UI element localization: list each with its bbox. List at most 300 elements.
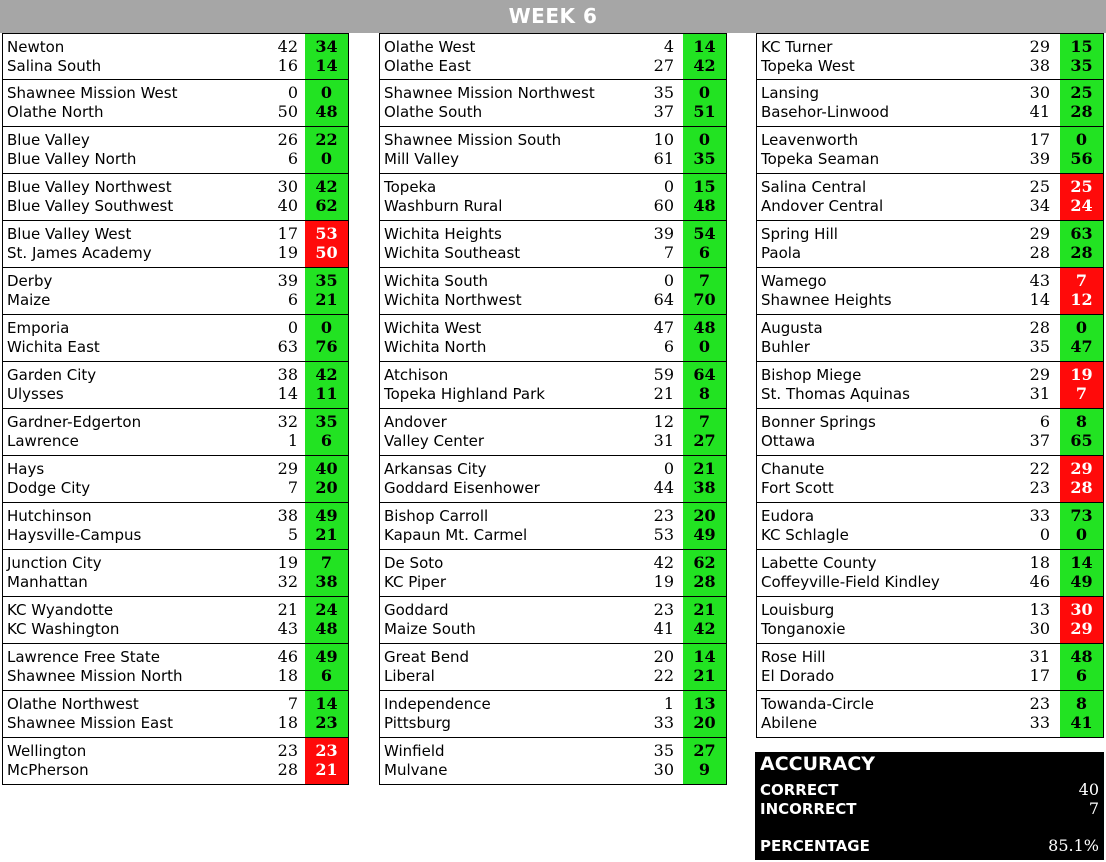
predicted-score-cell xyxy=(305,127,348,173)
final-score: 29 xyxy=(277,459,298,478)
team-name: Topeka xyxy=(384,178,437,196)
predicted-score: 28 xyxy=(693,572,716,591)
game-row xyxy=(756,268,1104,315)
team-name: Haysville-Campus xyxy=(7,526,142,544)
predicted-score: 47 xyxy=(1070,337,1093,356)
predicted-score: 21 xyxy=(693,666,716,685)
predicted-score: 29 xyxy=(1070,619,1093,638)
team-name: Rose Hill xyxy=(761,648,826,666)
final-score: 18 xyxy=(277,713,298,732)
predicted-score: 7 xyxy=(698,412,711,431)
predicted-score-cell xyxy=(683,174,726,220)
team-name: Wichita West xyxy=(384,319,482,337)
predicted-score-cell xyxy=(683,221,726,267)
predicted-score: 42 xyxy=(693,619,716,638)
team-name: Blue Valley xyxy=(7,131,90,149)
game-row xyxy=(756,315,1104,362)
team-name: Atchison xyxy=(384,366,449,384)
predicted-score: 48 xyxy=(693,318,716,337)
team-name: Mill Valley xyxy=(384,150,459,168)
game-row xyxy=(379,738,727,785)
team-name: Olathe South xyxy=(384,103,483,121)
predicted-score: 14 xyxy=(315,56,338,75)
predicted-score-cell xyxy=(305,362,348,408)
predicted-score: 7 xyxy=(320,553,333,572)
predicted-score: 25 xyxy=(1070,83,1093,102)
team-name: Pittsburg xyxy=(384,714,451,732)
final-score: 35 xyxy=(653,741,674,760)
team-name: KC Turner xyxy=(761,38,833,56)
final-score: 60 xyxy=(653,196,674,215)
team-name: Ottawa xyxy=(761,432,816,450)
predicted-score: 62 xyxy=(693,553,716,572)
final-score: 16 xyxy=(277,56,298,75)
predicted-score-cell xyxy=(305,644,348,690)
predicted-score-cell xyxy=(1060,691,1103,737)
week-title: WEEK 6 xyxy=(0,0,1106,33)
predicted-score: 14 xyxy=(693,37,716,56)
predicted-score: 38 xyxy=(315,572,338,591)
final-score: 7 xyxy=(287,694,298,713)
team-name: Blue Valley West xyxy=(7,225,132,243)
team-name: Blue Valley Southwest xyxy=(7,197,174,215)
team-name: Chanute xyxy=(761,460,825,478)
predicted-score-cell xyxy=(683,503,726,549)
team-name: Blue Valley Northwest xyxy=(7,178,172,196)
predicted-score: 8 xyxy=(1075,694,1088,713)
final-score: 61 xyxy=(653,149,674,168)
predicted-score: 20 xyxy=(693,506,716,525)
final-score: 6 xyxy=(1039,412,1050,431)
final-score: 4 xyxy=(663,37,674,56)
game-row xyxy=(2,127,349,174)
team-name: KC Washington xyxy=(7,620,120,638)
final-score: 39 xyxy=(277,271,298,290)
predicted-score: 48 xyxy=(1070,647,1093,666)
final-score: 17 xyxy=(1029,130,1050,149)
game-row xyxy=(2,503,349,550)
game-row xyxy=(756,409,1104,456)
predicted-score: 21 xyxy=(693,600,716,619)
final-score: 32 xyxy=(277,412,298,431)
games-column-2 xyxy=(379,33,727,785)
game-row xyxy=(2,80,349,127)
final-score: 41 xyxy=(1029,102,1050,121)
predicted-score: 20 xyxy=(315,478,338,497)
team-name: Andover xyxy=(384,413,447,431)
team-name: Paola xyxy=(761,244,802,262)
final-score: 30 xyxy=(277,177,298,196)
predicted-score: 51 xyxy=(693,102,716,121)
predicted-score: 0 xyxy=(698,337,711,356)
team-name: Junction City xyxy=(7,554,102,572)
game-row xyxy=(2,33,349,80)
predicted-score: 7 xyxy=(1075,384,1088,403)
team-name: Towanda-Circle xyxy=(761,695,875,713)
predicted-score-cell xyxy=(305,550,348,596)
team-name: Independence xyxy=(384,695,491,713)
predicted-score: 27 xyxy=(693,741,716,760)
predicted-score: 0 xyxy=(320,149,333,168)
game-row xyxy=(379,80,727,127)
team-name: Wichita North xyxy=(384,338,487,356)
final-score: 38 xyxy=(1029,56,1050,75)
team-name: Dodge City xyxy=(7,479,91,497)
final-score: 7 xyxy=(663,243,674,262)
final-score: 23 xyxy=(277,741,298,760)
predicted-score-cell xyxy=(305,34,348,79)
predicted-score-cell xyxy=(683,127,726,173)
team-name: Lansing xyxy=(761,84,820,102)
final-score: 46 xyxy=(1029,572,1050,591)
final-score: 10 xyxy=(653,130,674,149)
team-name: Winfield xyxy=(384,742,445,760)
game-row xyxy=(756,80,1104,127)
predicted-score: 0 xyxy=(698,83,711,102)
final-score: 6 xyxy=(287,290,298,309)
predicted-score: 35 xyxy=(693,149,716,168)
team-name: Augusta xyxy=(761,319,823,337)
team-name: Shawnee Heights xyxy=(761,291,892,309)
predicted-score-cell xyxy=(1060,409,1103,455)
team-name: Arkansas City xyxy=(384,460,487,478)
final-score: 31 xyxy=(1029,647,1050,666)
team-name: Abilene xyxy=(761,714,818,732)
final-score: 28 xyxy=(1029,243,1050,262)
game-row xyxy=(2,456,349,503)
final-score: 29 xyxy=(1029,365,1050,384)
final-score: 26 xyxy=(277,130,298,149)
predicted-score: 28 xyxy=(1070,478,1093,497)
final-score: 1 xyxy=(663,694,674,713)
team-name: Eudora xyxy=(761,507,815,525)
team-name: Goddard Eisenhower xyxy=(384,479,540,497)
incorrect-label: INCORRECT xyxy=(760,800,857,818)
game-row xyxy=(756,362,1104,409)
predicted-score: 49 xyxy=(1070,572,1093,591)
predicted-score: 50 xyxy=(315,243,338,262)
final-score: 0 xyxy=(663,459,674,478)
team-name: Shawnee Mission West xyxy=(7,84,178,102)
final-score: 0 xyxy=(287,83,298,102)
predicted-score-cell xyxy=(305,268,348,314)
team-name: Maize xyxy=(7,291,51,309)
predicted-score: 48 xyxy=(693,196,716,215)
team-name: Bishop Carroll xyxy=(384,507,489,525)
final-score: 17 xyxy=(277,224,298,243)
predicted-score: 63 xyxy=(1070,224,1093,243)
predicted-score: 14 xyxy=(315,694,338,713)
predicted-score-cell xyxy=(683,80,726,126)
predicted-score: 15 xyxy=(693,177,716,196)
predicted-score: 24 xyxy=(315,600,338,619)
predicted-score: 6 xyxy=(320,431,333,450)
percentage-value: 85.1% xyxy=(1048,836,1099,855)
final-score: 50 xyxy=(277,102,298,121)
final-score: 7 xyxy=(287,478,298,497)
final-score: 23 xyxy=(1029,694,1050,713)
predicted-score-cell xyxy=(305,691,348,737)
team-name: Hutchinson xyxy=(7,507,92,525)
predicted-score-cell xyxy=(305,174,348,220)
final-score: 5 xyxy=(287,525,298,544)
final-score: 18 xyxy=(1029,553,1050,572)
predicted-score: 7 xyxy=(1075,271,1088,290)
final-score: 12 xyxy=(653,412,674,431)
team-name: De Soto xyxy=(384,554,444,572)
predicted-score: 8 xyxy=(1075,412,1088,431)
team-name: KC Piper xyxy=(384,573,447,591)
predicted-score: 65 xyxy=(1070,431,1093,450)
predicted-score-cell xyxy=(683,597,726,643)
team-name: Topeka Highland Park xyxy=(384,385,545,403)
predicted-score: 15 xyxy=(1070,37,1093,56)
predicted-score-cell xyxy=(305,409,348,455)
predicted-score: 0 xyxy=(1075,130,1088,149)
game-row xyxy=(2,174,349,221)
predicted-score: 6 xyxy=(320,666,333,685)
final-score: 22 xyxy=(653,666,674,685)
game-row xyxy=(379,33,727,80)
accuracy-title: ACCURACY xyxy=(760,753,876,775)
final-score: 21 xyxy=(653,384,674,403)
predicted-score: 49 xyxy=(315,647,338,666)
final-score: 17 xyxy=(1029,666,1050,685)
team-name: Basehor-Linwood xyxy=(761,103,890,121)
game-row xyxy=(756,550,1104,597)
team-name: Goddard xyxy=(384,601,449,619)
team-name: Maize South xyxy=(384,620,476,638)
predicted-score: 64 xyxy=(693,365,716,384)
game-row xyxy=(2,362,349,409)
final-score: 14 xyxy=(277,384,298,403)
predicted-score-cell xyxy=(1060,34,1103,79)
final-score: 31 xyxy=(1029,384,1050,403)
games-column-3 xyxy=(756,33,1104,738)
final-score: 0 xyxy=(663,177,674,196)
game-row xyxy=(379,550,727,597)
predicted-score-cell xyxy=(683,34,726,79)
predicted-score-cell xyxy=(683,691,726,737)
final-score: 34 xyxy=(1029,196,1050,215)
team-name: Wamego xyxy=(761,272,827,290)
final-score: 29 xyxy=(1029,224,1050,243)
predicted-score: 22 xyxy=(315,130,338,149)
final-score: 23 xyxy=(1029,478,1050,497)
game-row xyxy=(379,268,727,315)
final-score: 23 xyxy=(653,506,674,525)
predicted-score: 27 xyxy=(693,431,716,450)
game-row xyxy=(379,221,727,268)
game-row xyxy=(2,644,349,691)
final-score: 59 xyxy=(653,365,674,384)
game-row xyxy=(2,221,349,268)
team-name: Wichita Northwest xyxy=(384,291,522,309)
team-name: Lawrence Free State xyxy=(7,648,160,666)
final-score: 53 xyxy=(653,525,674,544)
predicted-score: 19 xyxy=(1070,365,1093,384)
team-name: Labette County xyxy=(761,554,877,572)
team-name: St. Thomas Aquinas xyxy=(761,385,910,403)
team-name: Wichita Heights xyxy=(384,225,502,243)
final-score: 14 xyxy=(1029,290,1050,309)
accuracy-panel xyxy=(755,752,1104,860)
predicted-score-cell xyxy=(683,268,726,314)
team-name: Wichita Southeast xyxy=(384,244,521,262)
predicted-score: 56 xyxy=(1070,149,1093,168)
final-score: 30 xyxy=(1029,619,1050,638)
predicted-score: 21 xyxy=(693,459,716,478)
predicted-score: 42 xyxy=(315,365,338,384)
predicted-score-cell xyxy=(683,315,726,361)
predicted-score-cell xyxy=(683,550,726,596)
team-name: Hays xyxy=(7,460,45,478)
predicted-score-cell xyxy=(305,221,348,267)
predicted-score: 21 xyxy=(315,290,338,309)
team-name: Olathe West xyxy=(384,38,476,56)
predicted-score: 29 xyxy=(1070,459,1093,478)
game-row xyxy=(2,738,349,785)
final-score: 43 xyxy=(277,619,298,638)
team-name: Shawnee Mission South xyxy=(384,131,562,149)
game-row xyxy=(379,456,727,503)
game-row xyxy=(2,315,349,362)
predicted-score-cell xyxy=(1060,503,1103,549)
game-row xyxy=(756,597,1104,644)
predicted-score-cell xyxy=(1060,644,1103,690)
predicted-score: 62 xyxy=(315,196,338,215)
team-name: KC Schlagle xyxy=(761,526,849,544)
predicted-score: 38 xyxy=(693,478,716,497)
predicted-score-cell xyxy=(305,315,348,361)
final-score: 0 xyxy=(287,318,298,337)
team-name: Lawrence xyxy=(7,432,79,450)
final-score: 6 xyxy=(663,337,674,356)
team-name: KC Wyandotte xyxy=(7,601,114,619)
predicted-score: 24 xyxy=(1070,196,1093,215)
predicted-score: 23 xyxy=(315,741,338,760)
team-name: Newton xyxy=(7,38,65,56)
game-row xyxy=(2,597,349,644)
final-score: 28 xyxy=(1029,318,1050,337)
predicted-score-cell xyxy=(1060,174,1103,220)
predicted-score: 0 xyxy=(1075,525,1088,544)
final-score: 42 xyxy=(653,553,674,572)
percentage-label: PERCENTAGE xyxy=(760,837,870,855)
final-score: 29 xyxy=(1029,37,1050,56)
final-score: 19 xyxy=(277,243,298,262)
game-row xyxy=(379,644,727,691)
predicted-score: 49 xyxy=(693,525,716,544)
predicted-score-cell xyxy=(1060,456,1103,502)
predicted-score-cell xyxy=(305,456,348,502)
team-name: Derby xyxy=(7,272,53,290)
predicted-score: 48 xyxy=(315,619,338,638)
game-row xyxy=(379,691,727,738)
correct-label: CORRECT xyxy=(760,781,839,799)
game-row xyxy=(756,644,1104,691)
final-score: 30 xyxy=(1029,83,1050,102)
team-name: Wichita South xyxy=(384,272,489,290)
predicted-score-cell xyxy=(1060,80,1103,126)
team-name: Louisburg xyxy=(761,601,835,619)
final-score: 35 xyxy=(1029,337,1050,356)
game-row xyxy=(756,127,1104,174)
team-name: Bonner Springs xyxy=(761,413,876,431)
team-name: Shawnee Mission Northwest xyxy=(384,84,595,102)
team-name: Salina Central xyxy=(761,178,867,196)
team-name: Garden City xyxy=(7,366,97,384)
final-score: 47 xyxy=(653,318,674,337)
team-name: Mulvane xyxy=(384,761,448,779)
final-score: 21 xyxy=(277,600,298,619)
predicted-score-cell xyxy=(683,456,726,502)
predicted-score: 35 xyxy=(315,412,338,431)
predicted-score-cell xyxy=(1060,597,1103,643)
predicted-score-cell xyxy=(1060,550,1103,596)
predicted-score-cell xyxy=(683,409,726,455)
game-row xyxy=(379,362,727,409)
team-name: Fort Scott xyxy=(761,479,834,497)
predicted-score: 53 xyxy=(315,224,338,243)
final-score: 46 xyxy=(277,647,298,666)
final-score: 40 xyxy=(277,196,298,215)
final-score: 38 xyxy=(277,365,298,384)
final-score: 44 xyxy=(653,478,674,497)
predicted-score-cell xyxy=(683,738,726,784)
final-score: 32 xyxy=(277,572,298,591)
team-name: Shawnee Mission North xyxy=(7,667,183,685)
predicted-score-cell xyxy=(305,597,348,643)
predicted-score-cell xyxy=(305,503,348,549)
final-score: 1 xyxy=(287,431,298,450)
team-name: Coffeyville-Field Kindley xyxy=(761,573,940,591)
final-score: 25 xyxy=(1029,177,1050,196)
final-score: 42 xyxy=(277,37,298,56)
predicted-score: 0 xyxy=(320,83,333,102)
predicted-score: 9 xyxy=(698,760,711,779)
final-score: 39 xyxy=(1029,149,1050,168)
predicted-score: 76 xyxy=(315,337,338,356)
game-row xyxy=(2,268,349,315)
team-name: Wichita East xyxy=(7,338,100,356)
predicted-score: 42 xyxy=(315,177,338,196)
predicted-score-cell xyxy=(305,738,348,784)
predicted-score: 35 xyxy=(315,271,338,290)
team-name: Emporia xyxy=(7,319,70,337)
final-score: 13 xyxy=(1029,600,1050,619)
game-row xyxy=(2,550,349,597)
predicted-score: 7 xyxy=(698,271,711,290)
final-score: 0 xyxy=(663,271,674,290)
predicted-score: 49 xyxy=(315,506,338,525)
game-row xyxy=(756,691,1104,738)
predicted-score: 14 xyxy=(693,647,716,666)
final-score: 27 xyxy=(653,56,674,75)
final-score: 38 xyxy=(277,506,298,525)
predicted-score: 21 xyxy=(315,525,338,544)
final-score: 6 xyxy=(287,149,298,168)
predicted-score: 11 xyxy=(315,384,338,403)
final-score: 43 xyxy=(1029,271,1050,290)
final-score: 0 xyxy=(1039,525,1050,544)
predicted-score: 73 xyxy=(1070,506,1093,525)
game-row xyxy=(379,127,727,174)
game-row xyxy=(2,409,349,456)
team-name: Spring Hill xyxy=(761,225,838,243)
team-name: Valley Center xyxy=(384,432,484,450)
predicted-score-cell xyxy=(683,362,726,408)
